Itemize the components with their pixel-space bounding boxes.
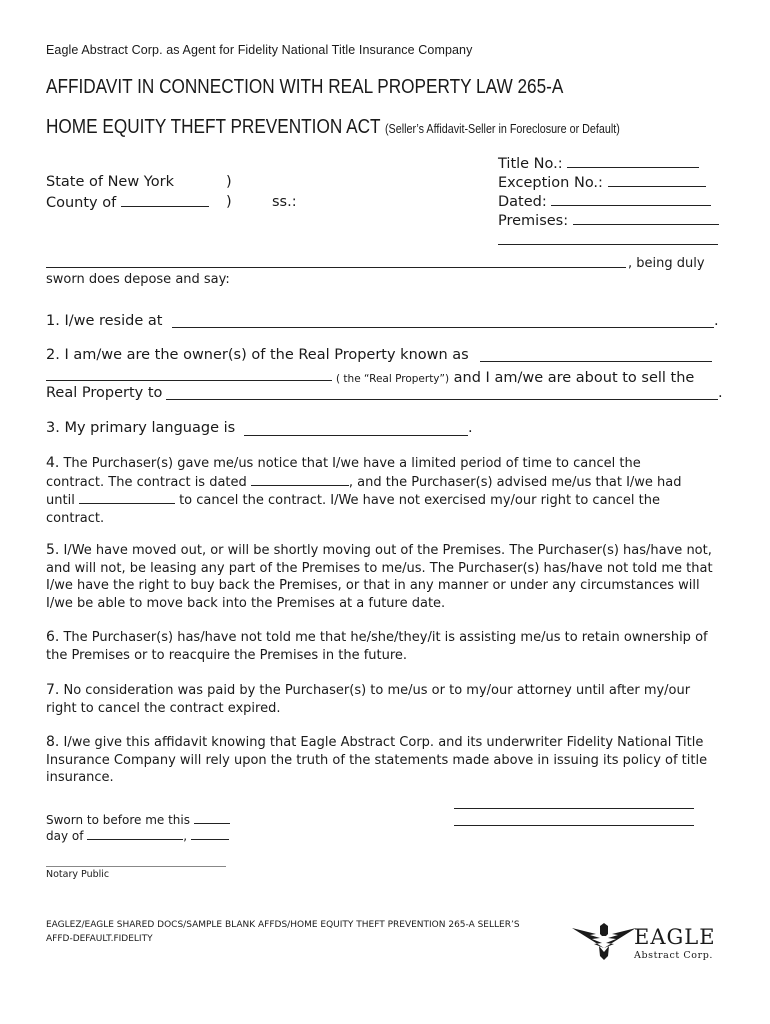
item-3-label: 3. My primary language is xyxy=(46,420,236,436)
act-name: HOME EQUITY THEFT PREVENTION ACT xyxy=(46,116,381,138)
item-6 xyxy=(46,629,722,664)
real-property-paren: ( the “Real Property”) xyxy=(336,373,450,385)
item-7-text: No consideration was paid by the Purchaser(s) to me/us or to my/our attorney until after my/our right to cancel the contract expired. xyxy=(46,683,691,716)
item-8 xyxy=(46,734,722,787)
paren-2: ) xyxy=(226,194,232,210)
contract-date-field[interactable] xyxy=(251,473,349,486)
item-2-sell-text: and I am/we are about to sell the xyxy=(449,370,695,386)
item-2-line3: Real Property to xyxy=(46,385,163,401)
item-4-line2b: , and the Purchaser(s) advised me/us that I/we had xyxy=(348,474,682,490)
county-line xyxy=(46,194,209,211)
being-duly-text: , being duly xyxy=(628,256,705,271)
item-2-period: . xyxy=(718,385,723,401)
item-5-text: I/We have moved out, or will be shortly moving out of the Premises. The Purchaser(s) has/have not, and will not, be leasing any part of the Premises to me/us. The Purchaser(s) has/have not told me that I/we have the right to buy back the Premises, or that in any manner or under any circumstances will I/we be able to move back into the Premises at a future date. xyxy=(46,543,713,611)
day-of-row xyxy=(46,829,229,843)
notary-label: Notary Public xyxy=(46,869,110,880)
ss-label: ss.: xyxy=(272,194,297,210)
signature-line-2[interactable] xyxy=(454,825,694,826)
dated-row xyxy=(498,193,711,210)
county-field[interactable] xyxy=(121,194,209,207)
act-title xyxy=(46,116,620,139)
item-2-label: 2. I am/we are the owner(s) of the Real Property known as xyxy=(46,347,469,363)
deponent-name-field[interactable] xyxy=(46,267,626,268)
premises-field-2[interactable] xyxy=(498,244,718,245)
item-3-period: . xyxy=(468,420,473,436)
paren-1: ) xyxy=(226,174,232,190)
document-title: AFFIDAVIT IN CONNECTION WITH REAL PROPERTY LAW 265-A xyxy=(46,76,564,98)
item-6-num: 6. xyxy=(46,629,60,645)
title-no-field[interactable] xyxy=(567,155,699,168)
exception-no-row xyxy=(498,174,706,191)
title-no-row xyxy=(498,155,699,172)
state-label: State of New York xyxy=(46,174,174,190)
day-of-label: day of xyxy=(46,829,84,843)
item-1-period: . xyxy=(714,313,719,329)
item-4-line1: The Purchaser(s) gave me/us notice that I/we have a limited period of time to cancel the xyxy=(59,456,641,471)
county-label: County of xyxy=(46,195,117,211)
sworn-label: Sworn to before me this xyxy=(46,813,190,827)
item-4-line4: contract. xyxy=(46,510,105,526)
company-header: Eagle Abstract Corp. as Agent for Fidelity National Title Insurance Company xyxy=(46,43,473,57)
logo-subtitle: Abstract Corp. xyxy=(634,950,714,961)
item-4-line3b: to cancel the contract. I/We have not exercised my/our right to cancel the xyxy=(174,493,661,508)
property-address-field[interactable] xyxy=(480,361,712,362)
premises-label: Premises: xyxy=(498,213,569,229)
item-2-line2 xyxy=(336,367,694,386)
act-note: (Seller’s Affidavit-Seller in Foreclosure or Default) xyxy=(384,122,620,136)
item-5-num: 5. xyxy=(46,542,60,558)
property-address-field-2[interactable] xyxy=(46,380,332,381)
item-8-num: 8. xyxy=(46,734,60,750)
item-8-text: I/we give this affidavit knowing that Eagle Abstract Corp. and its underwriter Fidelity National Title Insurance Company will rely upon the truth of the statements made above in issuing its policy of title insurance. xyxy=(46,735,708,785)
exception-no-field[interactable] xyxy=(608,174,706,187)
dated-label: Dated: xyxy=(498,194,547,210)
premises-row xyxy=(498,212,719,229)
year-field[interactable] xyxy=(191,829,229,840)
exception-no-label: Exception No.: xyxy=(498,175,603,191)
sworn-text: sworn does depose and say: xyxy=(46,272,230,287)
item-4-line3a: until xyxy=(46,493,75,508)
item-4-line2a: contract. The contract is dated xyxy=(46,474,247,490)
eagle-logo xyxy=(572,922,717,967)
day-of-comma: , xyxy=(183,829,188,843)
language-field[interactable] xyxy=(244,435,468,436)
residence-field[interactable] xyxy=(172,327,714,328)
sworn-day-field[interactable] xyxy=(194,813,230,824)
item-4-num: 4. xyxy=(46,455,60,471)
month-field[interactable] xyxy=(87,829,183,840)
file-path-line-2: AFFD-DEFAULT.FIDELITY xyxy=(46,934,153,944)
item-7-num: 7. xyxy=(46,682,60,698)
sworn-row xyxy=(46,813,230,827)
buyer-field[interactable] xyxy=(166,399,718,400)
item-6-text: The Purchaser(s) has/have not told me that he/she/they/it is assisting me/us to retain ownership of the Premises or to reacquire the Premises in the future. xyxy=(46,630,708,663)
title-no-label: Title No.: xyxy=(498,156,563,172)
item-4 xyxy=(46,455,722,527)
signature-line-1[interactable] xyxy=(454,808,694,809)
cancel-date-field[interactable] xyxy=(79,491,175,504)
logo-word: EAGLE xyxy=(634,925,716,949)
file-path-line-1: EAGLEZ/EAGLE SHARED DOCS/SAMPLE BLANK AFFDS/HOME EQUITY THEFT PREVENTION 265-A SELLER’S xyxy=(46,920,520,930)
dated-field[interactable] xyxy=(551,193,711,206)
item-7 xyxy=(46,682,722,717)
premises-field[interactable] xyxy=(573,212,719,225)
item-5 xyxy=(46,542,722,612)
item-1-label: 1. I/we reside at xyxy=(46,313,163,329)
notary-signature-line[interactable] xyxy=(46,866,226,867)
